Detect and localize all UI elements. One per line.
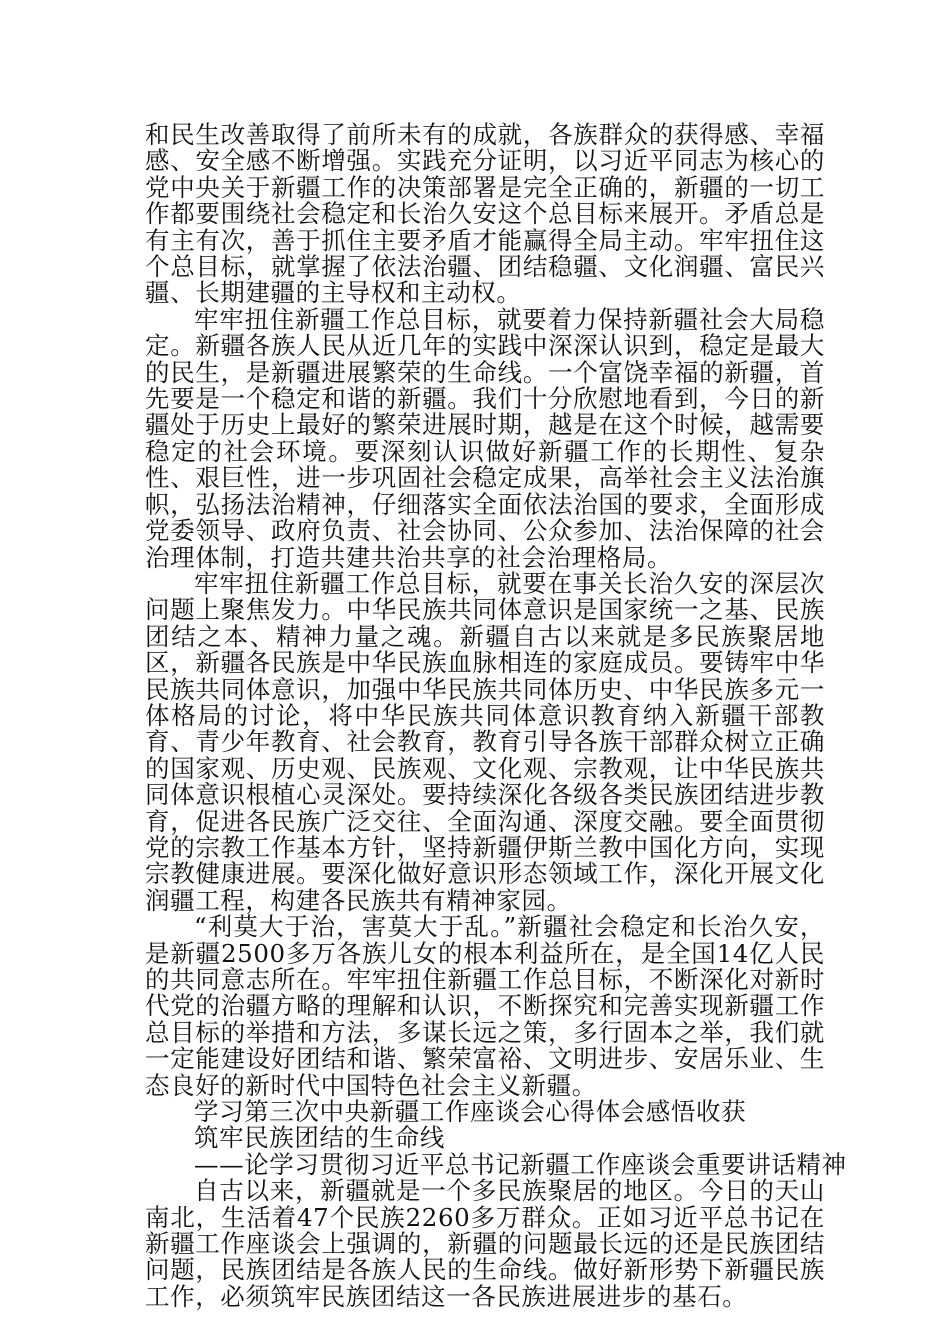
paragraph-national-identity: 牢牢扭住新疆工作总目标，就要在事关长治久安的深层次问题上聚焦发力。中华民族共同体意识是国家统一之基、民族团结之本、精神力量之魂。新疆自古以来就是多民族聚居地区，新疆各民族是中华民族血脉相连的家庭成员。要铸牢中华民族共同体意识，加强中华民族共同体历史、中华民族多元一体格局的讨论，将中华民族共同体意识教育纳入新疆干部教育、青少年教育、社会教育，教育引导各族干部群众树立正确的国家观、历史观、民族观、文化观、宗教观，让中华民族共同体意识根植心灵深处。要持续深化各级各类民族团结进步教育，促进各民族广泛交往、全面沟通、深度交融。要全面贯彻党的宗教工作基本方针，坚持新疆伊斯兰教中国化方向，实现宗教健康进展。要深化做好意识形态领域工作，深化开展文化润疆工程，构建各民族共有精神家园。 xyxy=(145,568,825,915)
document-body xyxy=(145,120,847,1311)
paragraph-continued-intro: 和民生改善取得了前所未有的成就，各族群众的获得感、幸福感、安全感不断增强。实践充分证明，以习近平同志为核心的党中央关于新疆工作的决策部署是完全正确的，新疆的一切工作都要围绕社会稳定和长治久安这个总目标来展开。矛盾总是有主有次，善于抓住主要矛盾才能赢得全局主动。牢牢扭住这个总目标，就掌握了依法治疆、团结稳疆、文化润疆、富民兴疆、长期建疆的主导权和主动权。 xyxy=(145,120,825,308)
paragraph-ethnic-unity: 自古以来，新疆就是一个多民族聚居的地区。今日的天山南北，生活着47个民族2260多万群众。正如习近平总书记在新疆工作座谈会上强调的，新疆的问题最长远的还是民族团结问题，民族团结是各族人民的生命线。做好新形势下新疆民族工作，必须筑牢民族团结这一各民族进展进步的基石。 xyxy=(145,1176,825,1311)
article-subtitle: ——论学习贯彻习近平总书记新疆工作座谈会重要讲话精神 xyxy=(194,1149,847,1179)
paragraph-social-stability: 牢牢扭住新疆工作总目标，就要着力保持新疆社会大局稳定。新疆各族人民从近几年的实践中深深认识到，稳定是最大的民生，是新疆进展繁荣的生命线。一个富饶幸福的新疆，首先要是一个稳定和谐的新疆。我们十分欣慰地看到，今日的新疆处于历史上最好的繁荣进展时期，越是在这个时候，越需要稳定的社会环境。要深刻认识做好新疆工作的长期性、复杂性、艰巨性，进一步巩固社会稳定成果，高举社会主义法治旗帜，弘扬法治精神，仔细落实全面依法治国的要求，全面形成党委领导、政府负责、社会协同、公众参加、法治保障的社会治理体制，打造共建共治共享的社会治理格局。 xyxy=(145,304,825,572)
article-collection-title: 学习第三次中央新疆工作座谈会心得体会感悟收获 xyxy=(194,1097,747,1127)
article-title: 筑牢民族团结的生命线 xyxy=(194,1123,445,1153)
paragraph-conclusion: “利莫大于治，害莫大于乱。”新疆社会稳定和长治久安，是新疆2500多万各族儿女的根本利益所在，是全国14亿人民的共同意志所在。牢牢扭住新疆工作总目标，不断深化对新时代党的治疆方略的理解和认识，不断探究和完善实现新疆工作总目标的举措和方法，多谋长远之策，多行固本之举，我们就一定能建设好团结和谐、繁荣富裕、文明进步、安居乐业、生态良好的新时代中国特色社会主义新疆。 xyxy=(145,912,825,1100)
